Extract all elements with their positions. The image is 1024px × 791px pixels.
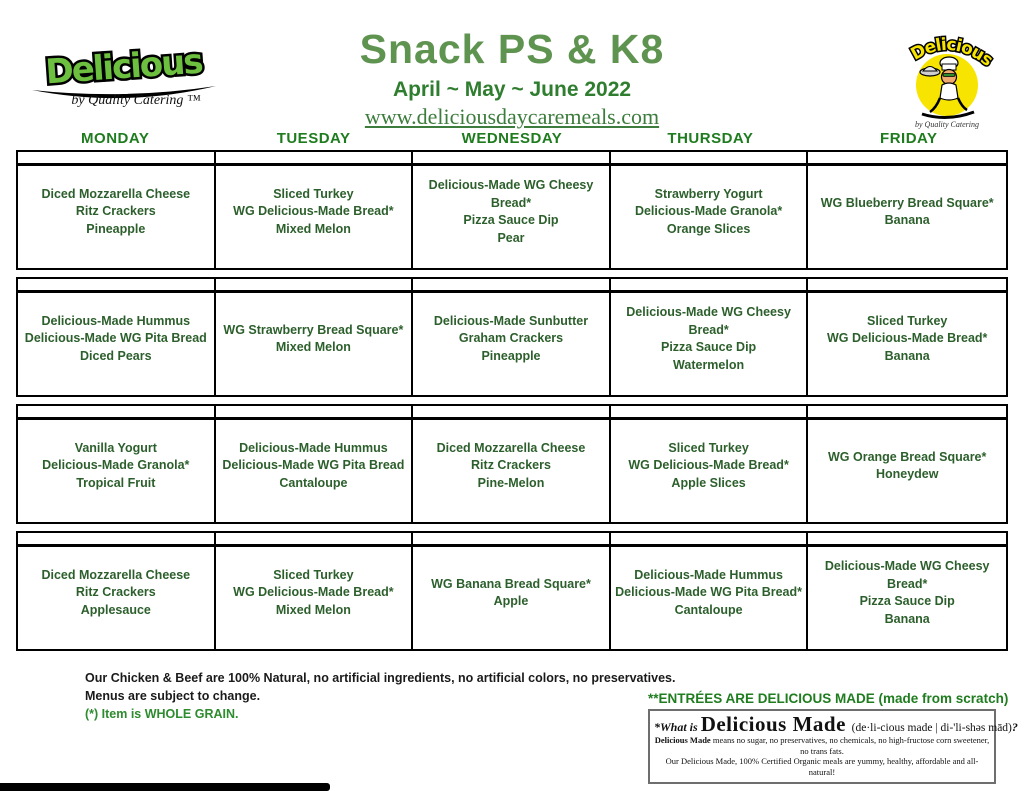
- bottom-bar: [0, 783, 330, 791]
- date-row: [18, 279, 1006, 293]
- menu-item: Sliced Turkey: [273, 567, 354, 582]
- menu-item: Tropical Fruit: [76, 475, 156, 490]
- date-cell: [18, 406, 216, 417]
- menu-cell-week1-tuesday: [216, 166, 414, 268]
- menu-item: Ritz Crackers: [75, 585, 156, 600]
- menu-item: Diced Mozzarella Cheese: [41, 567, 191, 582]
- day-header-friday: FRIDAY: [880, 130, 938, 147]
- title-block: [262, 28, 762, 130]
- menu-item: WG Banana Bread Square*: [431, 576, 591, 591]
- menu-row: [18, 166, 1006, 268]
- menu-item: WG Delicious-Made Bread*: [826, 331, 988, 346]
- delicious-logo-right: [892, 30, 1002, 130]
- menu-cell-week4-thursday: [611, 547, 809, 649]
- menu-item: Delicious-Made WG Pita Bread: [222, 458, 405, 473]
- menu-cell-week3-monday: [18, 420, 216, 522]
- menu-item: Cantaloupe: [674, 602, 743, 617]
- date-cell: [611, 533, 809, 544]
- logo-left-brand-text: Delicious: [44, 41, 203, 93]
- date-cell: [808, 406, 1006, 417]
- date-cell: [611, 152, 809, 163]
- logo-right-tagline-text: by Quality Catering: [915, 120, 979, 129]
- menu-cell-week2-monday: [18, 293, 216, 395]
- made-box-brand: Delicious Made: [700, 712, 852, 736]
- date-cell: [808, 533, 1006, 544]
- menu-item: Delicious-Made WG Cheesy Bread*: [626, 305, 791, 337]
- menu-item: Delicious-Made Hummus: [634, 567, 783, 582]
- week-block-4: [16, 531, 1008, 651]
- date-cell: [808, 152, 1006, 163]
- menu-cell-week4-friday: [808, 547, 1006, 649]
- menu-item: Honeydew: [875, 467, 939, 481]
- menu-item: Pineapple: [86, 221, 146, 236]
- menu-item: Watermelon: [673, 357, 745, 372]
- footer-note-change: Menus are subject to change.: [85, 689, 261, 704]
- menu-cell-week3-thursday: [611, 420, 809, 522]
- date-cell: [18, 533, 216, 544]
- menu-item: Pear: [497, 230, 525, 245]
- date-cell: [18, 152, 216, 163]
- menu-cell-week1-friday: [808, 166, 1006, 268]
- date-cell: [18, 279, 216, 290]
- website-link[interactable]: www.deliciousdaycaremeals.com: [364, 104, 660, 130]
- date-row: [18, 406, 1006, 420]
- date-cell: [413, 533, 611, 544]
- chef-face: [942, 70, 957, 85]
- date-cell: [216, 152, 414, 163]
- day-header-monday: MONDAY: [81, 130, 150, 147]
- menu-item: Ritz Crackers: [471, 458, 551, 473]
- date-cell: [611, 279, 809, 290]
- menu-item: Diced Mozzarella Cheese: [41, 186, 191, 201]
- made-box-line2-lead: Delicious Made: [654, 735, 711, 745]
- menu-cell-week2-friday: [808, 293, 1006, 395]
- made-box-prefix: *What is: [654, 720, 701, 734]
- menu-cell-week4-wednesday: [413, 547, 611, 649]
- week-block-2: [16, 277, 1008, 397]
- delicious-made-box: [648, 709, 1018, 784]
- menu-item: Strawberry Yogurt: [654, 186, 763, 201]
- logo-right-brand-text: Delicious: [907, 34, 996, 71]
- footer-note-natural: Our Chicken & Beef are 100% Natural, no artificial ingredients, no artificial colors, no preservatives.: [85, 671, 676, 685]
- menu-item: Delicious-Made WG Cheesy Bread*: [824, 559, 990, 591]
- week-block-3: [16, 404, 1008, 524]
- date-cell: [413, 152, 611, 163]
- menu-item: Sliced Turkey: [668, 440, 749, 455]
- day-header-thursday: THURSDAY: [667, 130, 754, 147]
- sunglasses-icon: [943, 74, 955, 77]
- menu-item: Mixed Melon: [275, 602, 351, 617]
- menu-item: WG Delicious-Made Bread*: [233, 585, 394, 600]
- date-cell: [808, 279, 1006, 290]
- date-cell: [216, 406, 414, 417]
- page-subtitle: April ~ May ~ June 2022: [392, 78, 632, 102]
- page-title: Snack PS & K8: [359, 26, 665, 72]
- menu-row: [18, 293, 1006, 395]
- menu-cell-week1-thursday: [611, 166, 809, 268]
- day-header-tuesday: TUESDAY: [276, 130, 351, 147]
- menu-item: WG Orange Bread Square*: [828, 449, 987, 464]
- footer-right: [648, 691, 1018, 784]
- footer-notes: [85, 669, 675, 723]
- menu-item: Banana: [884, 213, 930, 227]
- menu-item: Ritz Crackers: [75, 204, 156, 219]
- menu-cell-week2-tuesday: [216, 293, 414, 395]
- menu-item: Cantaloupe: [279, 475, 348, 490]
- menu-item: Sliced Turkey: [867, 313, 948, 328]
- footer-note-wholegrain: (*) Item is WHOLE GRAIN.: [85, 707, 239, 722]
- menu-cell-week1-wednesday: [413, 166, 611, 268]
- menu-item: Banana: [884, 348, 930, 363]
- day-header-wednesday: WEDNESDAY: [461, 130, 563, 147]
- menu-cell-week4-monday: [18, 547, 216, 649]
- menu-item: Pine-Melon: [477, 475, 545, 490]
- menu-item: Mixed Melon: [275, 221, 351, 236]
- menu-item: Apple Slices: [671, 475, 746, 490]
- made-box-line2: [654, 735, 990, 756]
- week-block-1: [16, 150, 1008, 270]
- menu-grid: [16, 150, 1008, 658]
- menu-item: Delicious-Made Sunbutter: [433, 313, 589, 328]
- menu-item: Banana: [884, 611, 930, 626]
- menu-item: Sliced Turkey: [273, 186, 354, 201]
- menu-item: Pineapple: [481, 348, 541, 363]
- date-row: [18, 533, 1006, 547]
- date-cell: [413, 406, 611, 417]
- menu-item: Diced Pears: [80, 348, 152, 363]
- menu-item: Vanilla Yogurt: [74, 440, 157, 455]
- day-header-row: [16, 130, 1008, 147]
- menu-item: Pizza Sauce Dip: [661, 340, 757, 354]
- menu-item: WG Blueberry Bread Square*: [820, 195, 994, 210]
- menu-item: Pizza Sauce Dip: [463, 213, 559, 227]
- date-cell: [413, 279, 611, 290]
- delicious-logo-left: [24, 34, 224, 120]
- made-box-line3: Our Delicious Made, 100% Certified Organic meals are yummy, healthy, affordable and all-natural!: [665, 756, 979, 777]
- menu-item: Delicious-Made WG Pita Bread: [24, 331, 207, 346]
- menu-item: Delicious-Made WG Pita Bread*: [615, 585, 803, 600]
- menu-item: Apple: [493, 594, 529, 608]
- date-cell: [216, 533, 414, 544]
- menu-item: WG Strawberry Bread Square*: [223, 322, 404, 337]
- menu-item: Delicious-Made WG Cheesy Bread*: [428, 178, 594, 210]
- date-row: [18, 152, 1006, 166]
- menu-cell-week3-tuesday: [216, 420, 414, 522]
- date-cell: [216, 279, 414, 290]
- made-box-headline: [654, 712, 1018, 736]
- menu-cell-week2-wednesday: [413, 293, 611, 395]
- menu-item: Delicious-Made Granola*: [634, 204, 783, 219]
- made-box-pronunciation: (de·li-cious made | di-'li-shəs mād): [851, 722, 1012, 734]
- menu-item: Delicious-Made Hummus: [239, 440, 388, 455]
- made-box-line2-rest: means no sugar, no preservatives, no chemicals, no high-fructose corn sweetener, no trans fats.: [710, 735, 990, 756]
- menu-cell-week3-wednesday: [413, 420, 611, 522]
- menu-row: [18, 547, 1006, 649]
- entrees-note: **ENTRÉES ARE DELICIOUS MADE (made from scratch): [648, 691, 1009, 706]
- menu-item: WG Delicious-Made Bread*: [233, 204, 394, 219]
- chef-jacket: [940, 83, 958, 100]
- menu-item: Applesauce: [80, 602, 151, 617]
- menu-item: Mixed Melon: [275, 340, 351, 354]
- date-cell: [611, 406, 809, 417]
- menu-item: Delicious-Made Granola*: [42, 458, 190, 473]
- menu-item: Pizza Sauce Dip: [859, 594, 955, 608]
- menu-cell-week1-monday: [18, 166, 216, 268]
- menu-item: Delicious-Made Hummus: [41, 313, 191, 328]
- menu-cell-week3-friday: [808, 420, 1006, 522]
- logo-left-tagline-text: by Quality Catering ™: [71, 93, 201, 108]
- menu-item: Diced Mozzarella Cheese: [436, 440, 586, 455]
- made-box-question: ?: [1011, 720, 1018, 734]
- menu-cell-week2-thursday: [611, 293, 809, 395]
- delicious-logo-left-art: [24, 34, 224, 120]
- menu-item: Orange Slices: [666, 221, 751, 236]
- chef-mascot-icon: [892, 30, 1002, 130]
- menu-item: WG Delicious-Made Bread*: [628, 458, 789, 473]
- menu-row: [18, 420, 1006, 522]
- menu-item: Graham Crackers: [458, 331, 564, 346]
- menu-cell-week4-tuesday: [216, 547, 414, 649]
